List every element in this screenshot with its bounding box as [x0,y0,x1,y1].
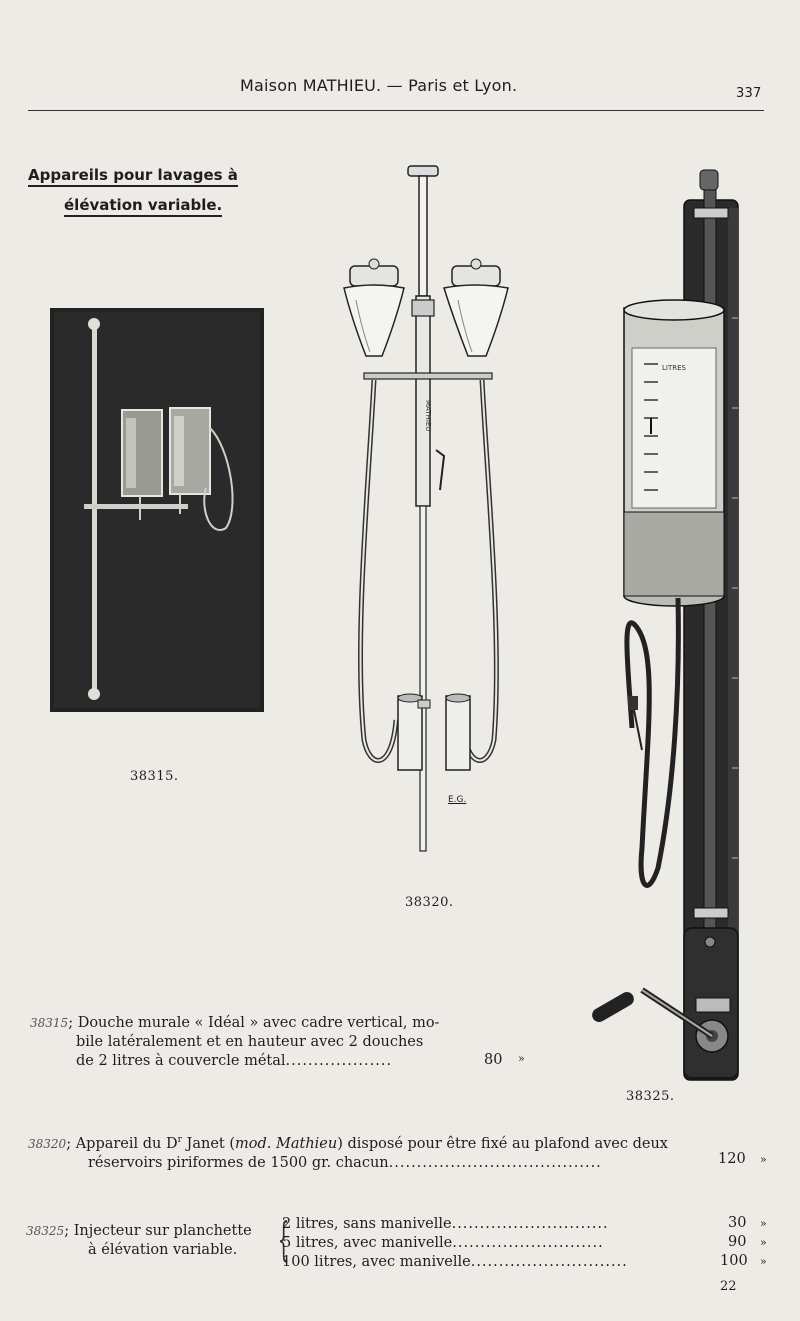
item-ref: 38325 [26,1224,65,1238]
figure-38315-illustration [50,308,264,712]
section-title-line2: élévation variable. [64,196,222,217]
figure-38320-illustration [338,160,518,860]
leader-dots: ...................................... [388,1154,602,1171]
option-row: 2 litres, sans manivelle............................ [282,1216,609,1232]
reservoir-right [444,259,508,356]
figure-38325-illustration [588,168,758,1083]
option-row: 5 litres, avec manivelle........................... [282,1235,604,1251]
price-mark: » [518,1052,525,1065]
signature-mark: 22 [720,1279,737,1294]
page-number: 337 [736,86,762,101]
item-38320: 38320; Appareil du $D^r$ Janet (mod. Mathieu) disposé pour être fixé au plafond avec deux réservoirs piriformes de 1500 gr. chacun...................................... [28,1135,668,1171]
item-line: de 2 litres à couvercle métal [76,1053,286,1069]
header-rule [28,110,764,111]
item-38315: 38315; Douche murale « Idéal » avec cadre vertical, mo- bile latéralement et en hauteur avec 2 douches de 2 litres à couvercle métal................... [30,1015,440,1069]
brace: { [277,1212,290,1266]
item-line: bile latéralement et en hauteur avec 2 douches [76,1034,424,1050]
item-38325-lead: 38325; Injecteur sur planchette à élévation variable. [26,1223,252,1258]
item-ref: 38320 [28,1136,67,1151]
item-38325-options [282,1215,628,1272]
price-mark: » [760,1217,767,1230]
item-line: Douche murale « Idéal » avec cadre vertical, mo- [77,1015,440,1031]
reservoir-left [344,259,404,356]
running-header: Maison MATHIEU. — Paris et Lyon. [240,76,518,95]
litres-label: LITRES [662,364,686,372]
section-title-line1: Appareils pour lavages à [28,166,238,187]
price-38320: 120 [718,1151,746,1167]
figure-38320-caption: 38320. [405,895,454,910]
price-38325-opt3: 100 [720,1253,748,1269]
item-ref: 38315 [30,1016,69,1030]
leader-dots: ................... [285,1053,393,1069]
figure-38315-caption: 38315. [130,769,179,784]
option-row: 100 litres, avec manivelle............................ [282,1254,628,1270]
price-38315: 80 [484,1052,503,1068]
engraving-mathieu: MATHIEU [424,400,432,432]
price-38325-opt2: 90 [728,1234,747,1250]
price-38325-opt1: 30 [728,1215,747,1231]
engraver-initials: E.G. [448,795,467,805]
figure-38325-caption: 38325. [626,1089,675,1104]
price-mark: » [760,1236,767,1249]
price-mark: » [760,1153,767,1166]
price-mark: » [760,1255,767,1268]
